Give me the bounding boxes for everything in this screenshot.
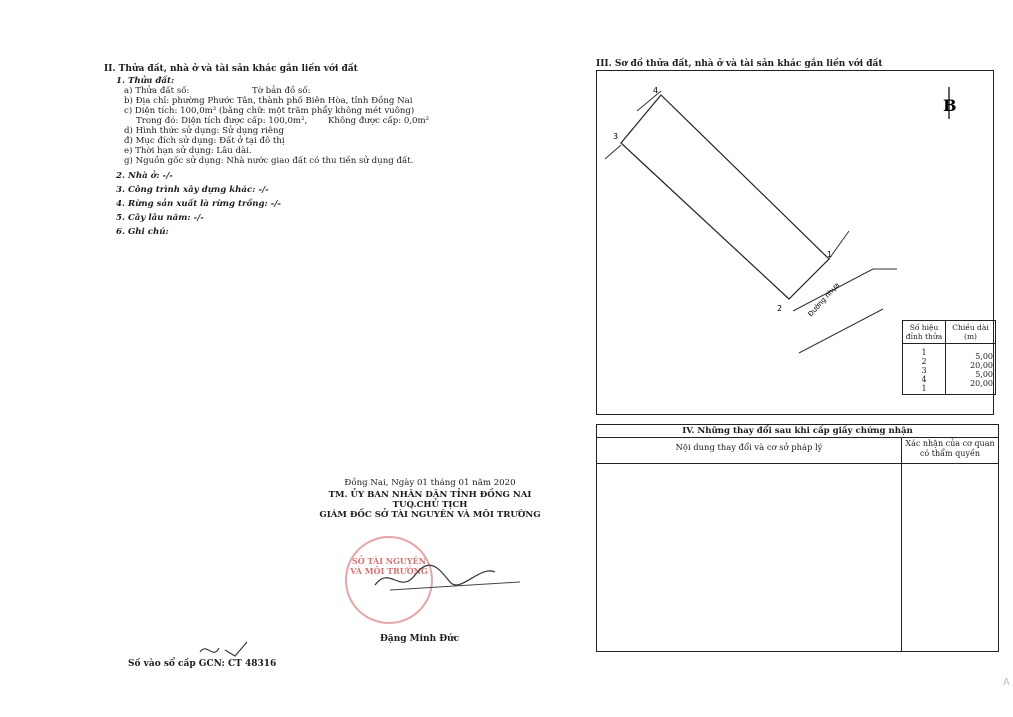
north-symbol: B (943, 96, 957, 115)
north-arrow-icon (943, 87, 957, 119)
area-not-granted: Không được cấp: 0,0m² (328, 116, 430, 126)
handwritten-signature (370, 560, 530, 600)
vertex-cell: 1 (921, 348, 927, 357)
org-line-3: GIÁM ĐỐC SỞ TÀI NGUYÊN VÀ MÔI TRƯỜNG (319, 510, 541, 520)
section2-title: II. Thửa đất, nhà ở và tài sản khác gắn liền với đất (104, 64, 358, 74)
land-plot-outline (621, 95, 829, 299)
forest-item: 4. Rừng sản xuất là rừng trồng: -/- (116, 199, 281, 209)
vertex-cell: 2 (921, 357, 927, 366)
vertex-label-4: 4 (653, 86, 659, 95)
use-origin: g) Nguồn gốc sử dụng: Nhà nước giao đất có thu tiền sử dụng đất. (124, 156, 414, 166)
notes-item: 6. Ghi chú: (116, 227, 169, 237)
handwritten-mark (195, 640, 255, 662)
land-area: c) Diện tích: 100,0m² (bằng chữ: một trăm phẩy không mét vuông) (124, 106, 415, 116)
land-heading: 1. Thửa đất: (116, 76, 175, 86)
vertex-cell: 4 (921, 375, 927, 384)
land-number: a) Thửa đất số: (124, 86, 190, 96)
perennial-item: 5. Cây lâu năm: -/- (116, 213, 204, 223)
length-cell: 5,00 (975, 352, 993, 361)
area-granted: Trong đó: Diện tích được cấp: 100,0m², (136, 116, 308, 126)
vertex-label-3: 3 (613, 132, 619, 141)
use-term: e) Thời hạn sử dụng: Lâu dài. (124, 146, 252, 156)
length-cell: 20,00 (970, 361, 993, 370)
house-item: 2. Nhà ở: -/- (116, 171, 173, 181)
use-form: d) Hình thức sử dụng: Sử dụng riêng (124, 126, 285, 136)
registry-number: Số vào sổ cấp GCN: CT 48316 (128, 659, 277, 669)
signer-name: Đặng Minh Đức (380, 634, 460, 644)
vertex-table (902, 320, 996, 395)
vertex-label-1: 1 (827, 250, 833, 259)
use-purpose: đ) Mục đích sử dụng: Đất ở tại đô thị (124, 136, 285, 146)
place-date: Đồng Nai, Ngày 01 tháng 01 năm 2020 (344, 478, 516, 488)
length-cell: 5,00 (975, 370, 993, 379)
length-cell: 20,00 (970, 379, 993, 388)
changes-table (596, 424, 999, 652)
section4-title: IV. Những thay đổi sau khi cấp giấy chứng nhận (597, 425, 998, 438)
changes-content-header: Nội dung thay đổi và cơ sở pháp lý (597, 438, 901, 464)
plot-edge-extension (605, 145, 621, 159)
other-works-item: 3. Công trình xây dựng khác: -/- (116, 185, 269, 195)
changes-confirm-header: Xác nhận của cơ quan có thẩm quyền (902, 438, 998, 464)
road-label: Đường nhựa (806, 281, 842, 319)
vertex-cell: 1 (921, 384, 927, 393)
seal-text: SỞ TÀI NGUYÊN VÀ MÔI TRƯỜNG (350, 556, 428, 576)
vertex-cell: 3 (921, 366, 927, 375)
map-sheet: Tờ bản đồ số: (252, 86, 311, 96)
edge-text: A (1003, 677, 1010, 688)
land-address: b) Địa chỉ: phường Phước Tân, thành phố Biên Hòa, tỉnh Đồng Nai (124, 96, 413, 106)
section3-title: III. Sơ đồ thửa đất, nhà ở và tài sản khác gắn liền với đất (596, 59, 883, 69)
org-line-2: TUQ.CHỦ TỊCH (392, 500, 468, 510)
signature-block (300, 478, 560, 520)
length-col-header: Chiều dài (m) (952, 323, 989, 341)
org-line-1: TM. ỦY BAN NHÂN DÂN TỈNH ĐỒNG NAI (328, 490, 532, 500)
vertex-col-header: Số hiệu đỉnh thửa (903, 321, 946, 343)
vertex-label-2: 2 (777, 304, 783, 313)
